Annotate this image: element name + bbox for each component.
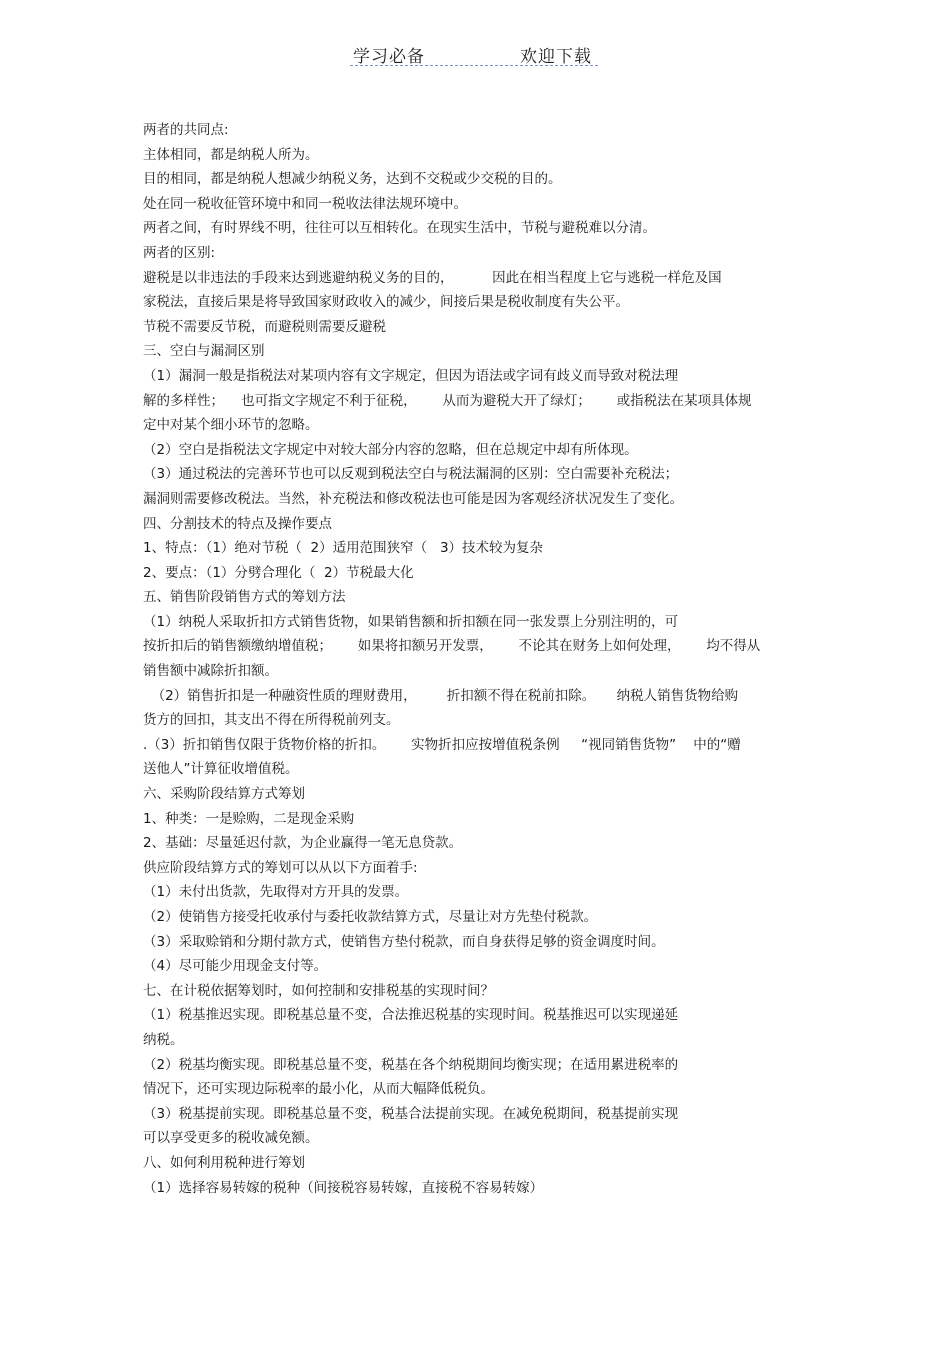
text-line: （1）纳税人采取折扣方式销售货物，如果销售额和折扣额在同一张发票上分别注明的，可 [143,613,679,630]
text-line: 供应阶段结算方式的筹划可以从以下方面着手: [143,859,418,876]
text-line: （2）税基均衡实现。即税基总量不变，税基在各个纳税期间均衡实现；在适用累进税率的 [143,1056,679,1073]
section-heading: 八、如何利用税种进行筹划 [143,1154,305,1171]
text-line: 解的多样性； 也可指文字规定不利于征税， 从而为避税大开了绿灯； 或指税法在某项具体规 [143,392,752,409]
section-heading: 四、分割技术的特点及操作要点 [143,515,332,532]
text-line: 定中对某个细小环节的忽略。 [143,417,319,434]
text-line: 2、要点：（1）分劈合理化（ 2）节税最大化 [143,564,414,581]
text-line: （1）税基推迟实现。即税基总量不变，合法推迟税基的实现时间。税基推迟可以实现递延 [143,1007,679,1024]
text-line: （3）通过税法的完善环节也可以反观到税法空白与税法漏洞的区别：空白需要补充税法； [143,466,679,483]
header-right-text: 欢迎下载 [520,47,592,67]
text-line: 按折扣后的销售额缴纳增值税； 如果将扣额另开发票， 不论其在财务上如何处理， 均不得从 [143,638,761,655]
text-line: （2）空白是指税法文字规定中对较大部分内容的忽略，但在总规定中却有所体现。 [143,441,638,458]
text-line: 目的相同，都是纳税人想减少纳税义务，达到不交税或少交税的目的。 [143,171,562,188]
text-line: .（3）折扣销售仅限于货物价格的折扣。 实物折扣应按增值税条例 “视同销售货物” 中的“赠 [143,736,741,753]
text-line: 主体相同，都是纳税人所为。 [143,146,319,163]
text-line: 可以享受更多的税收减免额。 [143,1130,319,1147]
text-line: （3）采取赊销和分期付款方式，使销售方垫付税款，而自身获得足够的资金调度时间。 [143,933,665,950]
text-line: 销售额中减除折扣额。 [143,663,278,680]
section-heading: 七、在计税依据筹划时，如何控制和安排税基的实现时间？ [143,982,494,999]
text-line: （1）漏洞一般是指税法对某项内容有文字规定，但因为语法或字词有歧义而导致对税法理 [143,367,679,384]
header-left-text: 学习必备 [353,47,425,67]
text-line: 两者之间，有时界线不明，往往可以互相转化。在现实生活中，节税与避税难以分清。 [143,220,656,237]
text-line: 漏洞则需要修改税法。当然，补充税法和修改税法也可能是因为客观经济状况发生了变化。 [143,490,683,507]
text-line: （2）使销售方接受托收承付与委托收款结算方式，尽量让对方先垫付税款。 [143,909,598,925]
document-body [143,118,813,1200]
page-header [350,38,598,68]
text-line: 货方的回扣，其支出不得在所得税前列支。 [143,712,400,729]
text-line: 1、特点：（1）绝对节税（ 2）适用范围狭窄（ 3）技术较为复杂 [143,540,544,557]
text-line: 家税法，直接后果是将导致国家财政收入的减少，间接后果是税收制度有失公平。 [143,294,629,311]
text-line: （1）未付出货款，先取得对方开具的发票。 [143,884,409,901]
text-line: 两者的区别: [143,244,216,261]
text-line: （1）选择容易转嫁的税种（间接税容易转嫁，直接税不容易转嫁） [143,1179,544,1196]
text-line: 2、基础：尽量延迟付款，为企业赢得一笔无息贷款。 [143,835,463,852]
section-heading: 三、空白与漏洞区别 [143,343,265,360]
text-line: （2）销售折扣是一种融资性质的理财费用， 折扣额不得在税前扣除。 纳税人销售货物给购 [143,687,739,704]
text-line: 送他人”计算征收增值税。 [143,761,299,778]
text-line: 处在同一税收征管环境中和同一税收法律法规环境中。 [143,195,467,212]
text-line: 避税是以非违法的手段来达到逃避纳税义务的目的， 因此在相当程度上它与逃税一样危及国 [143,269,722,286]
text-line: （3）税基提前实现。即税基总量不变，税基合法提前实现。在减免税期间，税基提前实现 [143,1105,679,1122]
text-line: 节税不需要反节税，而避税则需要反避税 [143,318,386,335]
text-line: 情况下，还可实现边际税率的最小化，从而大幅降低税负。 [143,1081,494,1098]
text-line: 两者的共同点: [143,122,229,138]
text-line: 纳税。 [143,1031,184,1048]
text-line: 1、种类：一是赊购，二是现金采购 [143,810,355,827]
section-heading: 六、采购阶段结算方式筹划 [143,786,305,803]
section-heading: 五、销售阶段销售方式的筹划方法 [143,589,346,606]
header-dashed-rule [350,65,598,66]
text-line: （4）尽可能少用现金支付等。 [143,958,328,975]
